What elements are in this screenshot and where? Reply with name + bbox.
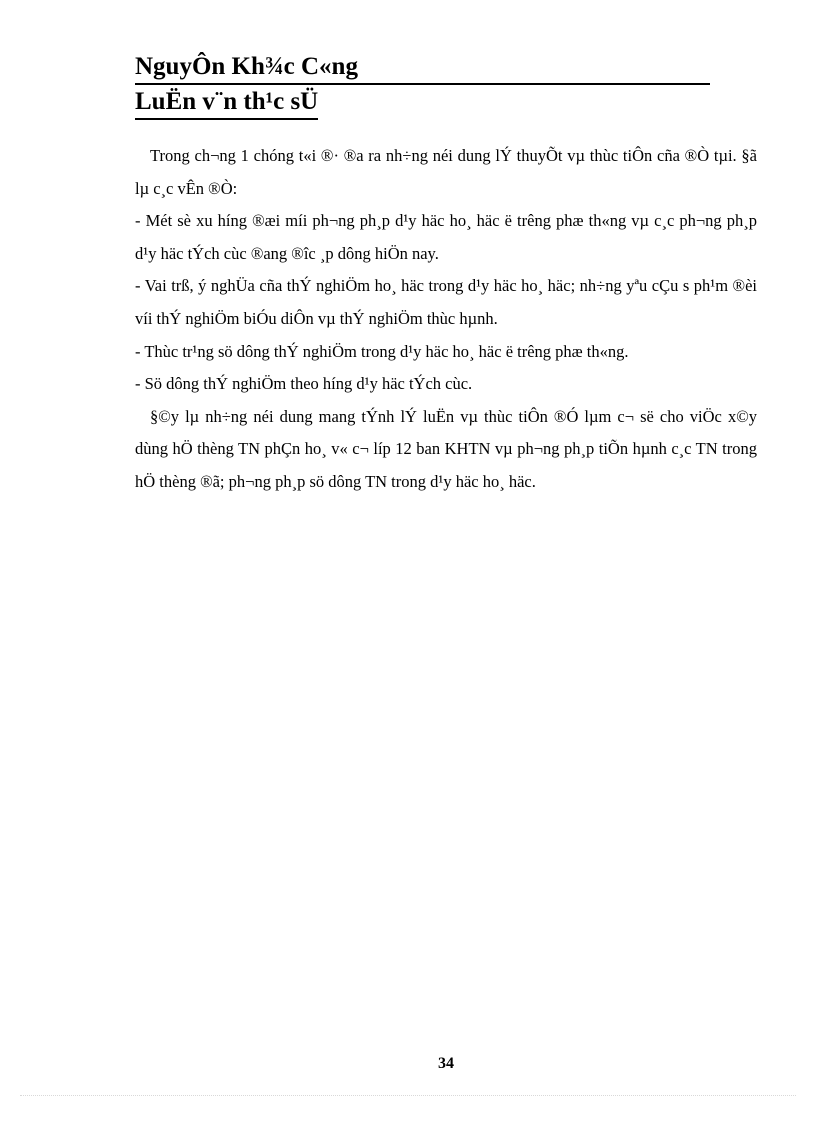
- list-item: - Mét sè xu híng ®æi míi ph¬ng ph¸p d¹y häc ho¸ häc ë trêng phæ th«ng vµ c¸c ph¬ng ph¸p d¹y häc tÝch cùc ®ang ®îc ¸p dông hiÖn nay.: [135, 211, 757, 263]
- page-number: 34: [438, 1055, 454, 1072]
- paragraph-intro: Trong ch¬ng 1 chóng t«i ®· ®a ra nh÷ng néi dung lÝ thuyÕt vµ thùc tiÔn cña ®Ò tµi. §ã lµ c¸c vÊn ®Ò:: [135, 146, 757, 198]
- list-item: - Thùc tr¹ng sö dông thÝ nghiÖm trong d¹y häc ho¸ häc ë trêng phæ th«ng.: [135, 341, 629, 361]
- footer-divider: [20, 1095, 796, 1096]
- page-header: [135, 50, 710, 129]
- list-item: - Vai trß, ý nghÜa cña thÝ nghiÖm ho¸ häc trong d¹y häc ho¸ häc; nh÷ng yªu cÇu s ph¹m ®èi víi thÝ nghiÖm biÓu diÔn vµ thÝ nghiÖm thùc hµnh.: [135, 276, 757, 328]
- body-text: [135, 140, 757, 499]
- list-item: - Sö dông thÝ nghiÖm theo híng d¹y häc tÝch cùc.: [135, 374, 473, 394]
- header-subtitle: LuËn v¨n th¹c sÜ: [135, 85, 318, 120]
- header-author: NguyÔn Kh¾c C«ng: [135, 50, 710, 85]
- paragraph-conclusion: §©y lµ nh÷ng néi dung mang tÝnh lÝ luËn vµ thùc tiÔn ®Ó lµm c¬ së cho viÖc x©y dùng hÖ thèng TN phÇn ho¸ v« c¬ líp 12 ban KHTN vµ ph¬ng ph¸p tiÕn hµnh c¸c TN trong hÖ thèng ®ã; ph¬ng ph¸p sö dông TN trong d¹y häc ho¸ häc.: [135, 406, 757, 491]
